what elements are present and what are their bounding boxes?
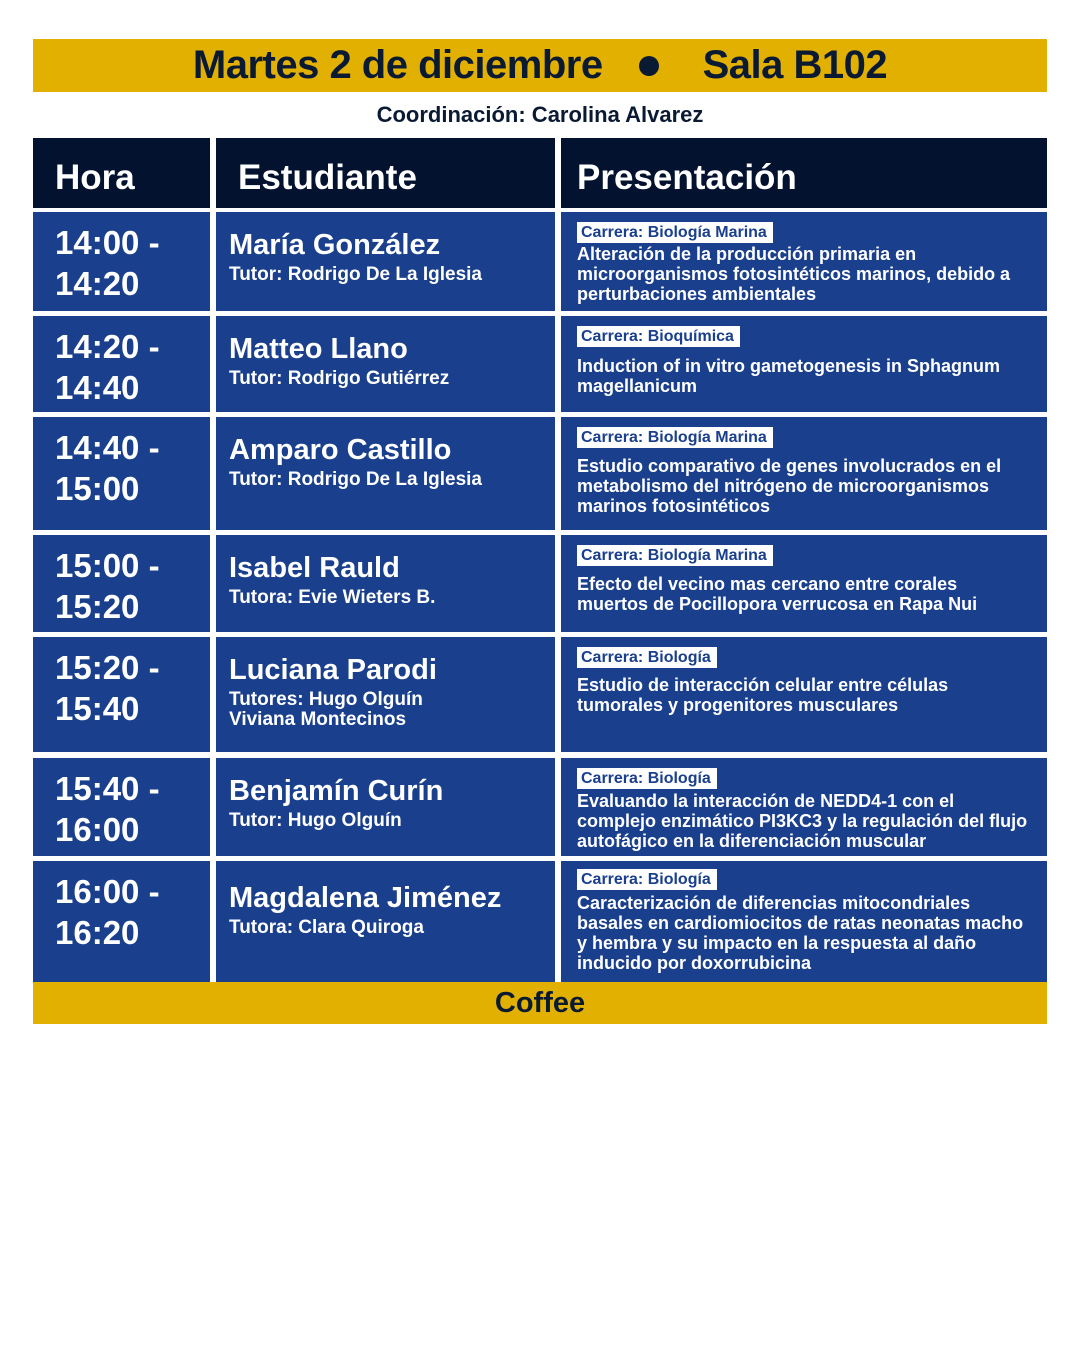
- tutor-line: Tutores: Hugo Olguín: [229, 689, 423, 710]
- career-badge: Carrera: Bioquímica: [577, 326, 740, 347]
- time-cell: [33, 637, 210, 752]
- column-header-presentacion: Presentación: [561, 138, 1047, 208]
- time-cell: [33, 535, 210, 632]
- presentation-cell: [561, 212, 1047, 311]
- time-end: 15:00: [55, 470, 140, 507]
- student-cell: [216, 758, 555, 856]
- time-start: 14:00 -: [55, 224, 160, 261]
- table-row: [33, 861, 1047, 982]
- student-name: María González: [229, 229, 441, 261]
- student-cell: [216, 861, 555, 982]
- time-end: 16:20: [55, 914, 140, 951]
- time-end: 16:00: [55, 811, 140, 848]
- student-name: Benjamín Curín: [229, 775, 444, 807]
- time-start: 16:00 -: [55, 873, 160, 910]
- student-cell: [216, 212, 555, 311]
- presentation-title: Alteración de la producción primaria en microorganismos fotosintéticos marinos, debido a perturbaciones ambientales: [577, 244, 1011, 304]
- time-cell: [33, 316, 210, 412]
- time-end: 15:20: [55, 588, 140, 625]
- room-name: Sala B102: [702, 43, 888, 87]
- coffee-banner: Coffee: [33, 982, 1047, 1024]
- student-name: Matteo Llano: [229, 333, 408, 365]
- tutor-line: Tutor: Rodrigo De La Iglesia: [229, 469, 482, 490]
- column-header-estudiante: Estudiante: [216, 138, 555, 208]
- table-row: [33, 535, 1047, 632]
- student-cell: [216, 417, 555, 530]
- table-row: [33, 637, 1047, 752]
- presentation-cell: [561, 316, 1047, 412]
- presentation-title: Efecto del vecino mas cercano entre corales muertos de Pocillopora verrucosa en Rapa Nui: [577, 574, 978, 614]
- presentation-title: Evaluando la interacción de NEDD4-1 con el complejo enzimático PI3KC3 y la regulación del flujo autofágico en la diferenciación muscular: [577, 791, 1028, 851]
- time-cell: [33, 861, 210, 982]
- presentation-cell: [561, 861, 1047, 982]
- time-end: 14:20: [55, 265, 140, 302]
- student-name: Isabel Rauld: [229, 552, 400, 584]
- table-row: [33, 316, 1047, 412]
- time-start: 15:20 -: [55, 649, 160, 686]
- table-row: [33, 758, 1047, 856]
- tutor-line: Tutor: Rodrigo De La Iglesia: [229, 264, 482, 285]
- presentation-title: Estudio comparativo de genes involucrados en el metabolismo del nitrógeno de microorganismos marinos fotosintéticos: [577, 456, 1002, 516]
- presentation-cell: [561, 637, 1047, 752]
- time-end: 14:40: [55, 369, 140, 406]
- student-cell: [216, 637, 555, 752]
- career-badge: Carrera: Biología Marina: [577, 222, 773, 243]
- table-header: [33, 138, 1047, 208]
- student-name: Magdalena Jiménez: [229, 882, 502, 914]
- time-start: 15:40 -: [55, 770, 160, 807]
- column-header-hora: Hora: [33, 138, 210, 208]
- student-name: Amparo Castillo: [229, 434, 452, 466]
- time-start: 14:20 -: [55, 328, 160, 365]
- title-banner: [33, 39, 1047, 92]
- time-cell: [33, 212, 210, 311]
- student-name: Luciana Parodi: [229, 654, 437, 686]
- tutor-line: Viviana Montecinos: [229, 709, 407, 730]
- coordination-label: Coordinación: Carolina Alvarez: [376, 102, 704, 127]
- table-row: [33, 417, 1047, 530]
- career-badge: Carrera: Biología: [577, 768, 717, 789]
- tutor-line: Tutor: Rodrigo Gutiérrez: [229, 368, 450, 389]
- tutor-line: Tutor: Hugo Olguín: [229, 810, 402, 831]
- tutor-line: Tutora: Evie Wieters B.: [229, 587, 436, 608]
- time-start: 15:00 -: [55, 547, 160, 584]
- time-start: 14:40 -: [55, 429, 160, 466]
- career-badge: Carrera: Biología Marina: [577, 545, 773, 566]
- bullet-icon: [639, 56, 659, 76]
- career-badge: Carrera: Biología: [577, 647, 717, 668]
- presentation-cell: [561, 758, 1047, 856]
- time-cell: [33, 417, 210, 530]
- presentation-title: Estudio de interacción celular entre células tumorales y progenitores musculares: [577, 675, 949, 715]
- career-badge: Carrera: Biología: [577, 869, 717, 890]
- career-badge: Carrera: Biología Marina: [577, 427, 773, 448]
- tutor-line: Tutora: Clara Quiroga: [229, 917, 424, 938]
- event-date: Martes 2 de diciembre: [192, 43, 603, 87]
- student-cell: [216, 535, 555, 632]
- student-cell: [216, 316, 555, 412]
- presentation-title: Caracterización de diferencias mitocondriales basales en cardiomiocitos de ratas neonatas macho y hembra y su impacto en la respuesta al daño inducido por doxorrubicina: [577, 893, 1024, 973]
- time-end: 15:40: [55, 690, 140, 727]
- presentation-title: Induction of in vitro gametogenesis in Sphagnum magellanicum: [577, 356, 1001, 396]
- presentation-cell: [561, 417, 1047, 530]
- presentation-cell: [561, 535, 1047, 632]
- table-row: [33, 212, 1047, 311]
- time-cell: [33, 758, 210, 856]
